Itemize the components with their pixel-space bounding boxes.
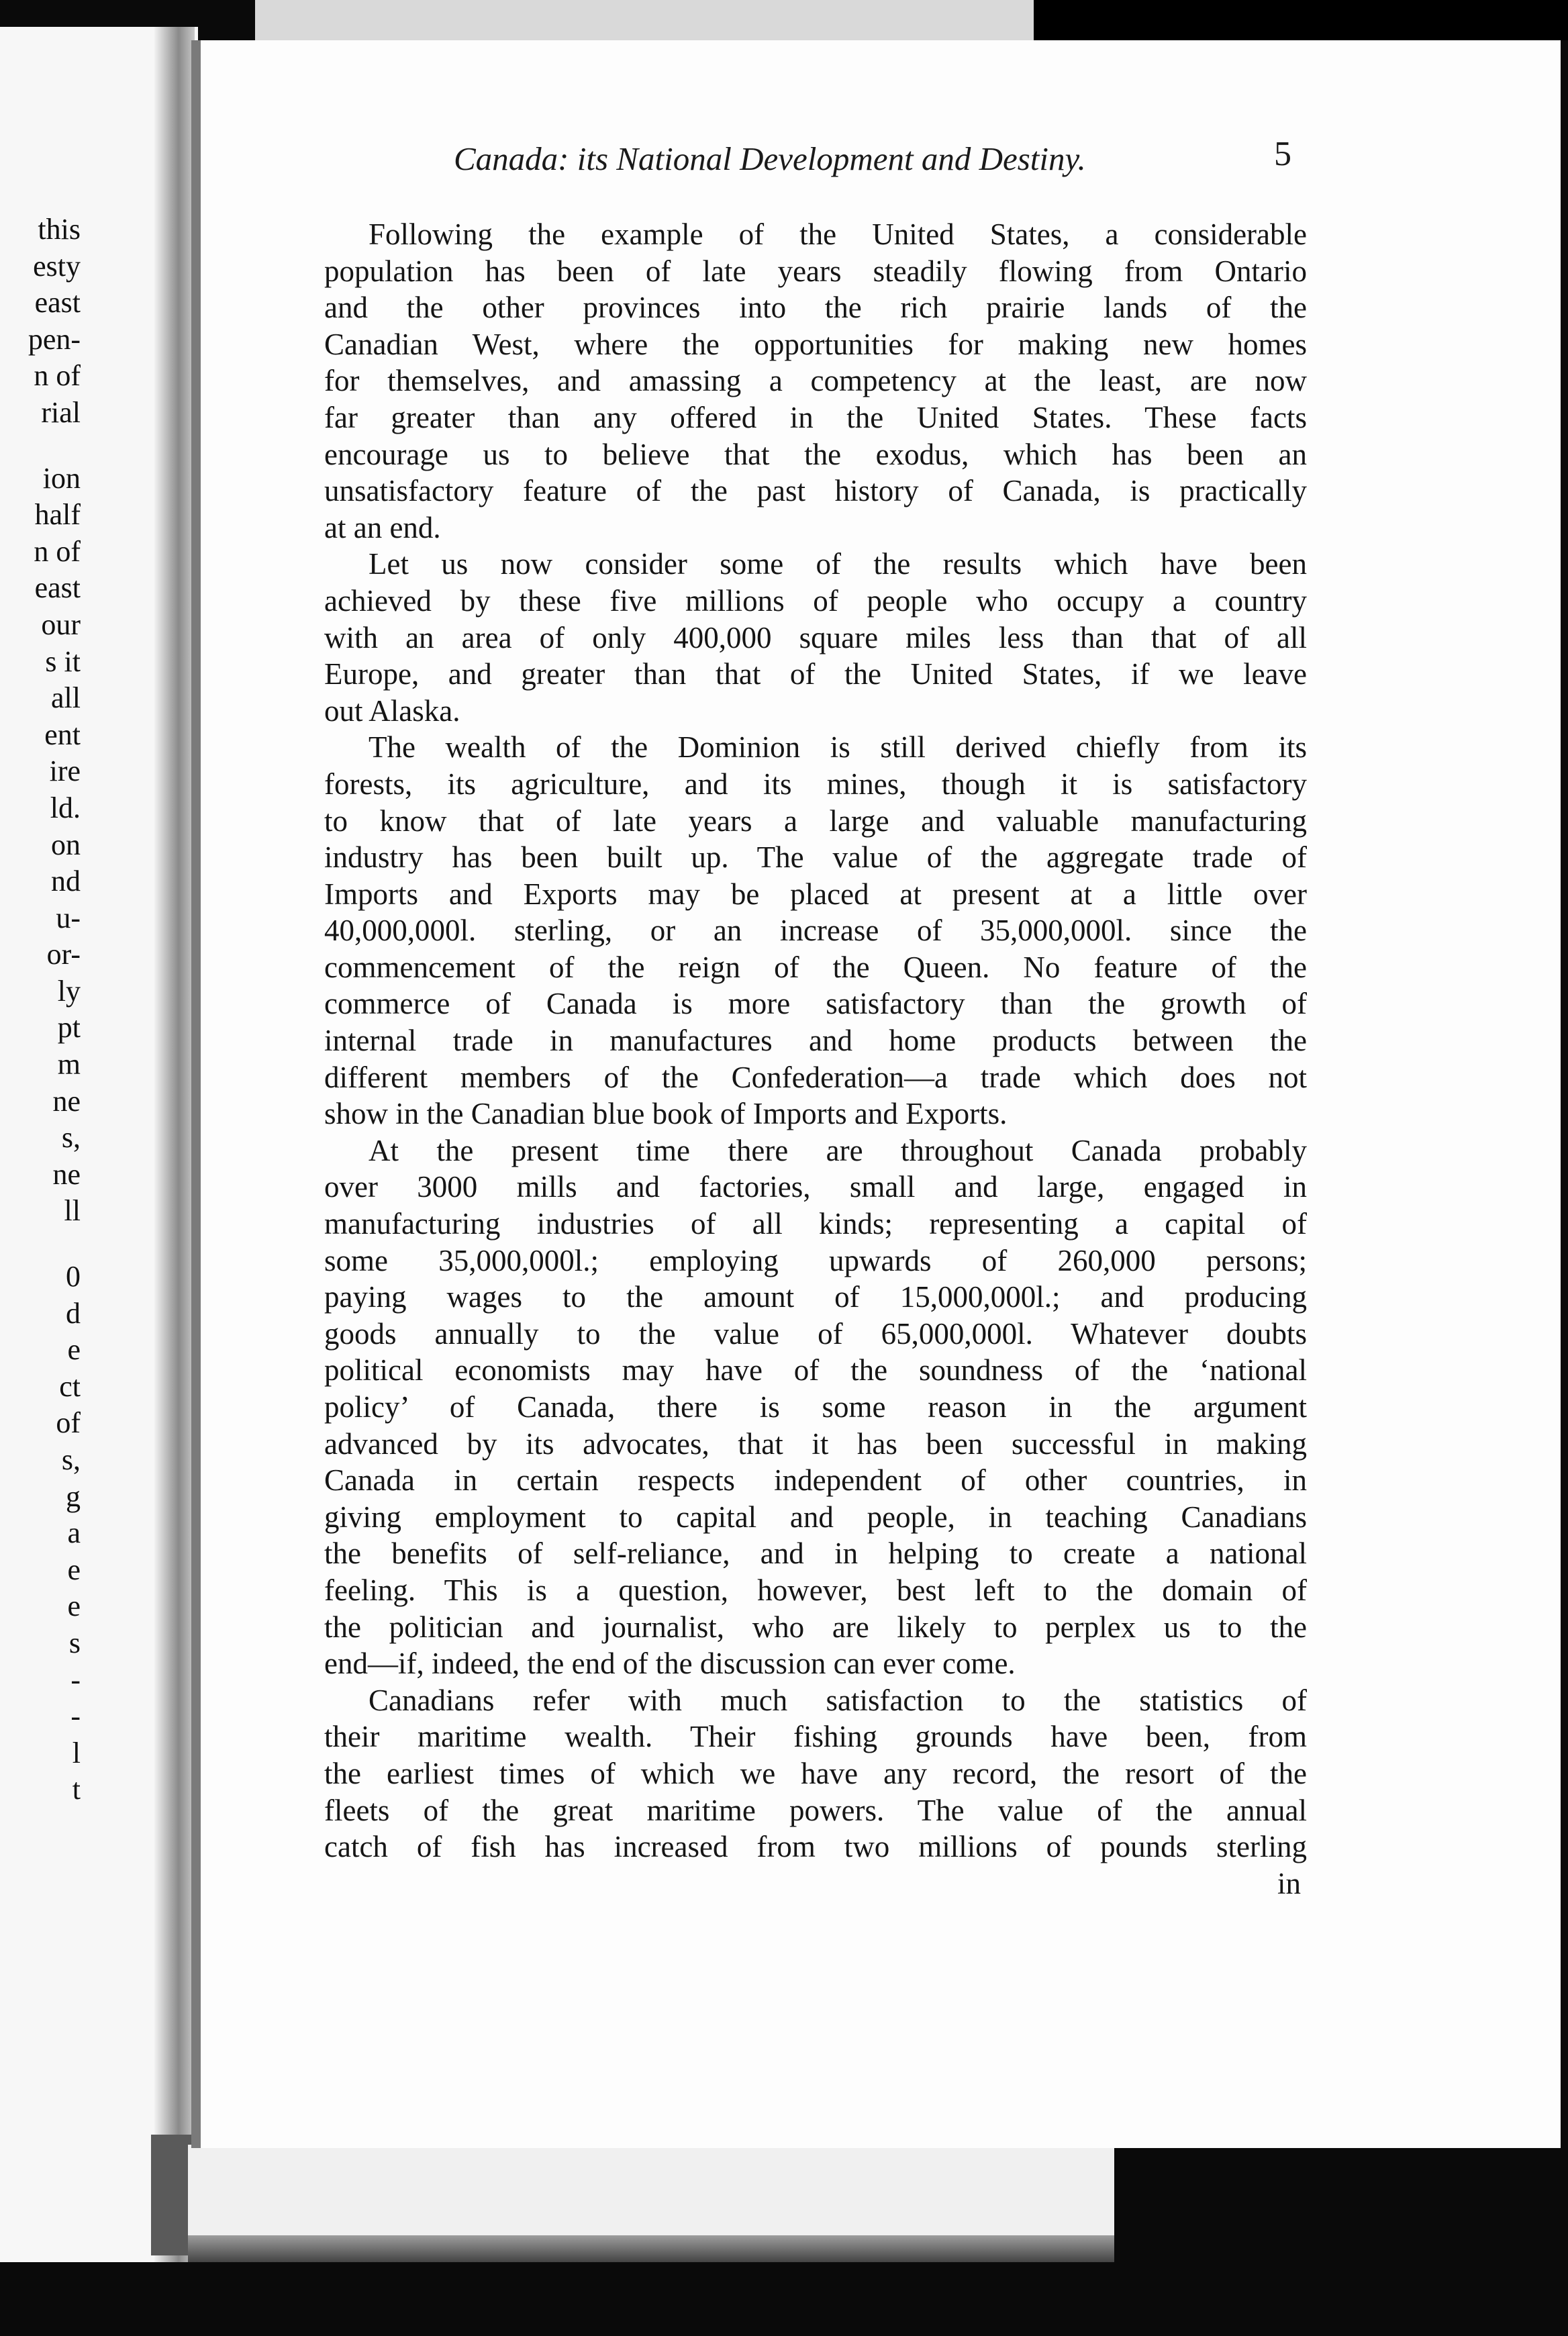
facing-page-fragment: d (66, 1296, 81, 1330)
text-line: with an area of only 400,000 square miles less than that of all (324, 620, 1307, 654)
running-title: Canada: its National Development and Destiny. (454, 140, 1086, 177)
facing-page-fragment: s (68, 1626, 81, 1659)
facing-page-fragment: on (51, 828, 81, 861)
facing-page-fragment: ly (57, 974, 81, 1008)
facing-page-fragment: ct (59, 1369, 81, 1403)
text-line: achieved by these five millions of people who occupy a country (324, 583, 1307, 618)
facing-page-fragment: nd (51, 865, 81, 898)
text-line: 40,000,000l. sterling, or an increase of 35,000,000l. since the (324, 914, 1307, 948)
facing-page-fragment: a (67, 1516, 81, 1550)
facing-page-fragment (0, 1230, 81, 1259)
facing-page-fragment: s, (61, 1443, 81, 1476)
text-line: different members of the Confederation—a trade which does not (324, 1060, 1307, 1094)
text-line: over 3000 mills and factories, small and large, engaged in (324, 1170, 1307, 1204)
scan-top-strip (255, 0, 1034, 40)
facing-page-fragment (0, 432, 81, 460)
facing-page-fragment: ire (49, 755, 81, 788)
text-line: manufacturing industries of all kinds; representing a capital of (324, 1207, 1307, 1241)
page-number: 5 (1274, 135, 1291, 173)
text-line: advanced by its advocates, that it has been successful in making (324, 1426, 1307, 1461)
facing-page-fragment: e (67, 1590, 81, 1623)
text-line: commencement of the reign of the Queen. No feature of the (324, 950, 1307, 984)
text-line: The wealth of the Dominion is still derived chiefly from its (369, 730, 1307, 765)
facing-page-fragment: all (51, 681, 81, 715)
facing-page-text-fragments (0, 211, 81, 1808)
text-line: for themselves, and amassing a competency at the least, are now (324, 364, 1307, 398)
facing-page-fragment: ne (52, 1157, 81, 1191)
text-line: show in the Canadian blue book of Imports and Exports. (324, 1097, 1008, 1131)
text-line: forests, its agriculture, and its mines, though it is satisfactory (324, 767, 1307, 801)
facing-page-fragment: east (34, 286, 81, 320)
facing-page-fragment: s it (45, 644, 81, 678)
facing-page-fragment: half (34, 498, 81, 532)
text-line: the earliest times of which we have any record, the resort of the (324, 1756, 1307, 1790)
text-line: goods annually to the value of 65,000,000l. Whatever doubts (324, 1316, 1307, 1351)
facing-page-fragment: ll (64, 1194, 81, 1228)
facing-page-fragment: m (57, 1048, 81, 1081)
text-line: giving employment to capital and people, in teaching Canadians (324, 1500, 1307, 1534)
facing-page-fragment: t (72, 1773, 81, 1806)
text-line: the benefits of self-reliance, and in helping to create a national (324, 1537, 1307, 1571)
facing-page-fragment: g (66, 1479, 81, 1513)
text-line: catch of fish has increased from two millions of pounds sterling (324, 1830, 1307, 1864)
facing-page-fragment: l (72, 1736, 81, 1769)
text-line: internal trade in manufactures and home products between the (324, 1024, 1307, 1058)
facing-page-fragment: of (56, 1406, 81, 1440)
facing-page-fragment: e (67, 1333, 81, 1367)
facing-page-fragment: n of (34, 359, 81, 393)
text-line: Europe, and greater than that of the United States, if we leave (324, 657, 1307, 691)
facing-page-fragment: e (67, 1553, 81, 1586)
page-bottom-shadow (188, 2235, 1114, 2262)
text-line: out Alaska. (324, 693, 460, 728)
catchword: in (1277, 1867, 1302, 1900)
facing-page-fragment: n of (34, 534, 81, 568)
facing-page-fragment: rial (41, 395, 81, 429)
facing-page-fragment: this (38, 213, 81, 246)
facing-page-fragment: 0 (66, 1260, 81, 1294)
facing-page-fragment: or- (46, 938, 81, 971)
facing-page-fragment: ne (52, 1084, 81, 1118)
facing-page-fragment: ent (44, 718, 81, 751)
text-line: fleets of the great maritime powers. The value of the annual (324, 1793, 1307, 1827)
text-line: population has been of late years steadily flowing from Ontario (324, 254, 1307, 288)
text-line: encourage us to believe that the exodus, which has been an (324, 437, 1307, 471)
text-line: paying wages to the amount of 15,000,000l.; and producing (324, 1280, 1307, 1314)
facing-page-fragment: ld. (50, 791, 81, 824)
text-line: to know that of late years a large and valuable manufacturing (324, 804, 1307, 838)
text-line: their maritime wealth. Their fishing grounds have been, from (324, 1720, 1307, 1754)
text-line: policy’ of Canada, there is some reason in the argument (324, 1390, 1307, 1424)
scan-shadow (151, 2135, 191, 2255)
text-line: the politician and journalist, who are likely to perplex us to the (324, 1610, 1307, 1644)
facing-page-fragment: s, (61, 1121, 81, 1155)
text-line: political economists may have of the soundness of the ‘national (324, 1353, 1307, 1388)
text-line: end—if, indeed, the end of the discussion can ever come. (324, 1647, 1016, 1681)
text-line: and the other provinces into the rich prairie lands of the (324, 291, 1307, 325)
scan-top-dark (1034, 0, 1568, 40)
text-line: feeling. This is a question, however, best left to the domain of (324, 1573, 1307, 1607)
facing-page-fragment: - (70, 1663, 81, 1696)
facing-page-fragment: u- (56, 901, 81, 934)
text-line: Let us now consider some of the results which have been (369, 547, 1307, 581)
facing-page-fragment: our (41, 607, 81, 641)
text-line: Imports and Exports may be placed at present at a little over (324, 877, 1307, 911)
facing-page-fragment: pt (57, 1011, 81, 1044)
text-line: unsatisfactory feature of the past history of Canada, is practically (324, 474, 1307, 508)
text-line: Following the example of the United States, a considerable (369, 217, 1307, 251)
facing-page-fragment: east (34, 571, 81, 605)
facing-page-fragment: pen- (28, 322, 81, 356)
facing-page-fragment: esty (33, 249, 81, 283)
text-line: far greater than any offered in the United States. These facts (324, 400, 1307, 434)
text-line: Canada in certain respects independent of other countries, in (324, 1463, 1307, 1498)
text-line: Canadian West, where the opportunities for making new homes (324, 327, 1307, 361)
text-line: industry has been built up. The value of the aggregate trade of (324, 840, 1307, 875)
body-text (324, 216, 1307, 1865)
text-line: at an end. (324, 510, 441, 544)
facing-page-fragment: ion (42, 461, 81, 495)
text-line: some 35,000,000l.; employing upwards of 260,000 persons; (324, 1243, 1307, 1277)
text-line: Canadians refer with much satisfaction to the statistics of (369, 1683, 1307, 1717)
gutter-shadow (154, 27, 195, 2262)
text-line: At the present time there are throughout Canada probably (369, 1133, 1307, 1167)
facing-page-fragment: - (70, 1700, 81, 1733)
text-line: commerce of Canada is more satisfactory than the growth of (324, 987, 1307, 1021)
